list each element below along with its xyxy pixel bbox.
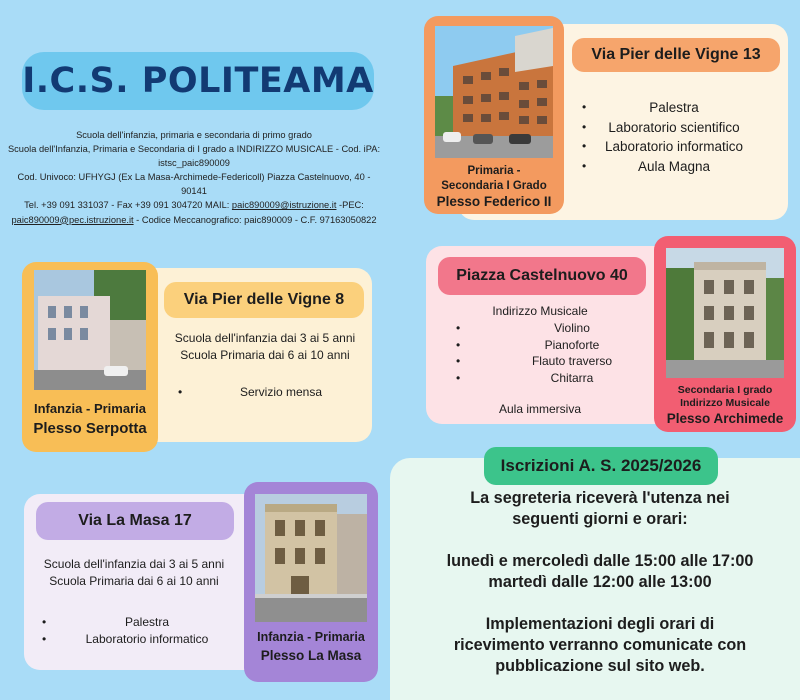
plesso-name: Plesso Federico II: [436, 194, 552, 209]
address-pill-serpotta: [164, 282, 364, 318]
address: Via Pier delle Vigne 13: [591, 46, 761, 63]
page-title: I.C.S. POLITEAMA: [22, 61, 374, 101]
building-illustration: [34, 270, 146, 390]
level-label: Secondaria I grado: [677, 384, 773, 396]
text-line: seguenti giorni e orari:: [512, 510, 688, 528]
pec-label: -PEC:: [336, 200, 364, 211]
building-photo-archimede: [666, 248, 784, 378]
age-line: Scuola Primaria dai 6 ai 10 anni: [49, 574, 219, 588]
list-item: • Laboratorio informatico: [576, 137, 772, 157]
list-item: • Palestra: [576, 98, 772, 118]
address: Piazza Castelnuovo 40: [456, 267, 628, 284]
reception-note: [420, 614, 780, 677]
facilities-list-lamasa: [42, 614, 232, 648]
info-line-2: Scuola dell'Infanzia, Primaria e Secondaria di I grado a INDIRIZZO MUSICALE - Cod. iPA:: [7, 144, 381, 155]
music-heading: Indirizzo Musicale: [492, 304, 588, 318]
bullet: •: [456, 337, 461, 352]
list-item: [452, 353, 648, 370]
music-section: [452, 303, 628, 320]
list-item: [42, 614, 232, 631]
aula-immersiva: Aula immersiva: [498, 402, 582, 416]
bullet: •: [42, 632, 47, 646]
bullet: •: [456, 370, 461, 385]
label-lamasa: [257, 628, 365, 666]
building-photo-serpotta: [34, 270, 146, 390]
building-photo-federico: [435, 26, 553, 158]
level-label: Indirizzo Musicale: [680, 396, 770, 409]
enrollment-title-pill: [484, 447, 718, 485]
facilities-list-federico: [576, 98, 772, 176]
bullet: •: [456, 354, 461, 369]
building-illustration: [435, 26, 553, 158]
enrollment-title: Iscrizioni A. S. 2025/2026: [500, 456, 702, 475]
list-item: Servizio mensa: [239, 385, 323, 399]
level-label: Primaria -: [467, 165, 521, 177]
level-label: Infanzia - Primaria: [257, 630, 365, 644]
tel-fax-text: Tel. +39 091 331037 - Fax +39 091 304720 MAIL:: [24, 200, 232, 211]
ages-serpotta: [172, 330, 358, 364]
email-link[interactable]: paic890009@istruzione.it: [231, 200, 337, 211]
list-item: [452, 337, 648, 354]
text-line: La segreteria riceverà l'utenza nei: [470, 489, 730, 507]
ages-lamasa: [36, 556, 232, 590]
info-line-1: Scuola dell'infanzia, primaria e secondaria di primo grado: [76, 130, 312, 140]
instruments-list: [452, 320, 648, 386]
bullet: •: [42, 615, 47, 629]
list-item: [452, 320, 648, 337]
list-item: [452, 370, 648, 387]
pec-link[interactable]: paic890009@pec.istruzione.it: [11, 214, 134, 225]
age-line: Scuola Primaria dai 6 ai 10 anni: [180, 348, 350, 362]
plesso-name: Plesso Serpotta: [33, 420, 147, 437]
reception-intro: [420, 488, 780, 530]
level-label: Infanzia - Primaria: [34, 401, 146, 416]
photo-frame-lamasa: [244, 482, 378, 682]
text-line: pubblicazione sul sito web.: [495, 657, 705, 675]
address: Via Pier delle Vigne 8: [183, 291, 345, 308]
school-info: [6, 128, 382, 227]
enrollment-text: [420, 488, 780, 677]
codes-text: - Codice Meccanografico: paic890009 - C.F. 97163050822: [133, 214, 377, 225]
info-line-4: Cod. Univoco: UFHYGJ (Ex La Masa-Archimede-Federicoll) Piazza Castelnuovo, 40 - 90141: [17, 172, 371, 197]
address: Via La Masa 17: [78, 512, 192, 529]
photo-frame-archimede: [654, 236, 796, 432]
label-archimede: [667, 384, 784, 428]
bullet: •: [178, 385, 183, 399]
facility: Laboratorio informatico: [85, 632, 209, 646]
instrument: Violino: [554, 321, 590, 335]
photo-frame-federico: [424, 16, 564, 214]
facility: Palestra: [124, 615, 170, 629]
address-pill-archimede: [438, 257, 646, 295]
list-item: • Laboratorio scientifico: [576, 118, 772, 138]
text-line: ricevimento verranno comunicate con: [453, 636, 747, 654]
level-label: Secondaria I Grado: [441, 179, 547, 192]
instrument: Pianoforte: [544, 337, 600, 352]
hours-line: lunedì e mercoledì dalle 15:00 alle 17:00: [446, 552, 754, 570]
text-line: Implementazioni degli orari di: [485, 615, 715, 633]
building-illustration: [666, 248, 784, 378]
facilities-list-serpotta: [178, 384, 358, 401]
address-pill-lamasa: [36, 502, 234, 540]
plesso-name: Plesso Archimede: [666, 411, 784, 426]
building-photo-lamasa: [255, 494, 367, 622]
building-illustration: [255, 494, 367, 622]
info-line-5: [6, 198, 382, 212]
age-line: Scuola dell'infanzia dai 3 ai 5 anni: [43, 557, 225, 571]
address-pill-federico: [572, 38, 780, 72]
label-federico: [437, 164, 552, 211]
title-banner: [22, 52, 374, 110]
reception-hours: [420, 551, 780, 593]
info-line-3: istsc_paic890009: [158, 158, 230, 169]
list-item: [42, 631, 232, 648]
instrument: Flauto traverso: [531, 354, 613, 369]
photo-frame-serpotta: [22, 262, 158, 452]
info-line-6: [6, 213, 382, 227]
list-item: • Aula Magna: [576, 157, 772, 177]
hours-line: martedì dalle 12:00 alle 13:00: [488, 573, 712, 591]
plesso-name: Plesso La Masa: [260, 648, 362, 663]
bullet: •: [456, 321, 461, 335]
instrument: Chitarra: [550, 370, 594, 385]
label-serpotta: [33, 400, 146, 440]
age-line: Scuola dell'infanzia dai 3 ai 5 anni: [174, 331, 356, 345]
